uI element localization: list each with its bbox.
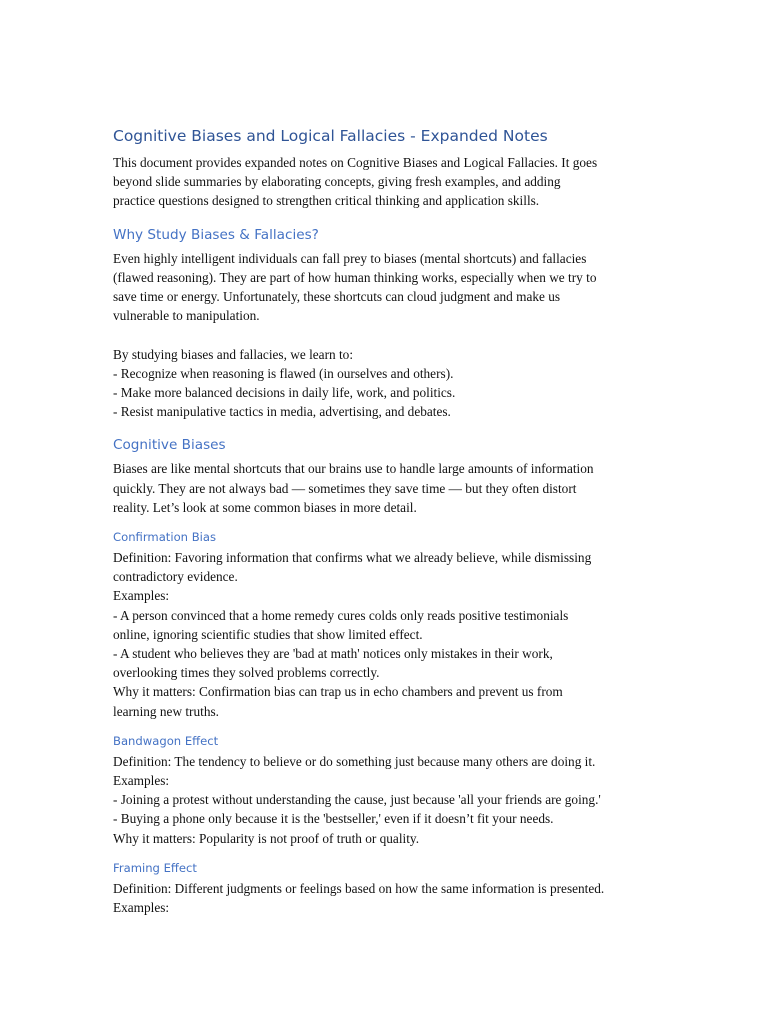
- text-line: Definition: The tendency to believe or do something just because many others are doing it.: [113, 753, 596, 769]
- text-line: Biases are like mental shortcuts that our brains use to handle large amounts of information: [113, 461, 594, 477]
- text-line: quickly. They are not always bad — sometimes they save time — but they often distort: [113, 480, 577, 496]
- text-line: save time or energy. Unfortunately, these shortcuts can cloud judgment and make us: [113, 289, 561, 305]
- text-line: overlooking times they solved problems correctly.: [113, 665, 380, 681]
- list-item: - Make more balanced decisions in daily life, work, and politics.: [113, 385, 456, 401]
- text-line: By studying biases and fallacies, we learn to:: [113, 346, 354, 362]
- text-line: Why it matters: Popularity is not proof of truth or quality.: [113, 830, 420, 846]
- text-line: Why it matters: Confirmation bias can trap us in echo chambers and prevent us from: [113, 684, 563, 700]
- text-line: online, ignoring scientific studies that show limited effect.: [113, 626, 423, 642]
- text-line: learning new truths.: [113, 703, 219, 719]
- text-line: reality. Let’s look at some common biases in more detail.: [113, 499, 417, 515]
- bandwagon-effect-paragraph: [113, 752, 658, 848]
- section-heading-why-study: Why Study Biases & Fallacies?: [113, 226, 319, 243]
- document-page: [113, 125, 658, 917]
- intro-paragraph: [113, 153, 658, 211]
- text-line: Examples:: [113, 773, 170, 789]
- confirmation-bias-paragraph: [113, 548, 658, 721]
- subheading-bandwagon-effect: Bandwagon Effect: [113, 733, 219, 748]
- text-line: Examples:: [113, 900, 170, 916]
- section-heading-cognitive-biases: Cognitive Biases: [113, 437, 226, 454]
- text-line: (flawed reasoning). They are part of how human thinking works, especially when we try to: [113, 269, 597, 285]
- subheading-confirmation-bias: Confirmation Bias: [113, 530, 217, 545]
- list-item: - Joining a protest without understanding the cause, just because 'all your friends are going.': [113, 792, 601, 808]
- blank-line: [113, 325, 658, 344]
- text-line: Definition: Favoring information that confirms what we already believe, while dismissing: [113, 550, 592, 566]
- list-item: - Buying a phone only because it is the 'bestseller,' even if it doesn’t fit your needs.: [113, 811, 554, 827]
- document-title: Cognitive Biases and Logical Fallacies - Expanded Notes: [113, 127, 548, 145]
- text-line: beyond slide summaries by elaborating concepts, giving fresh examples, and adding: [113, 174, 561, 190]
- text-line: This document provides expanded notes on Cognitive Biases and Logical Fallacies. It goes: [113, 155, 598, 170]
- text-line: Definition: Different judgments or feelings based on how the same information is presented.: [113, 880, 605, 896]
- cognitive-biases-paragraph: [113, 459, 658, 517]
- text-line: Examples:: [113, 588, 170, 604]
- list-item: - A student who believes they are 'bad at math' notices only mistakes in their work,: [113, 646, 553, 662]
- subheading-framing-effect: Framing Effect: [113, 860, 197, 875]
- list-item: - A person convinced that a home remedy cures colds only reads positive testimonials: [113, 607, 569, 623]
- text-line: practice questions designed to strengthen critical thinking and application skills.: [113, 193, 540, 209]
- list-item: - Resist manipulative tactics in media, advertising, and debates.: [113, 404, 451, 420]
- why-study-paragraph: [113, 249, 658, 422]
- text-line: Even highly intelligent individuals can fall prey to biases (mental shortcuts) and fallacies: [113, 250, 587, 266]
- text-line: contradictory evidence.: [113, 569, 238, 585]
- text-line: vulnerable to manipulation.: [113, 308, 260, 324]
- list-item: - Recognize when reasoning is flawed (in ourselves and others).: [113, 365, 454, 381]
- framing-effect-paragraph: [113, 879, 658, 917]
